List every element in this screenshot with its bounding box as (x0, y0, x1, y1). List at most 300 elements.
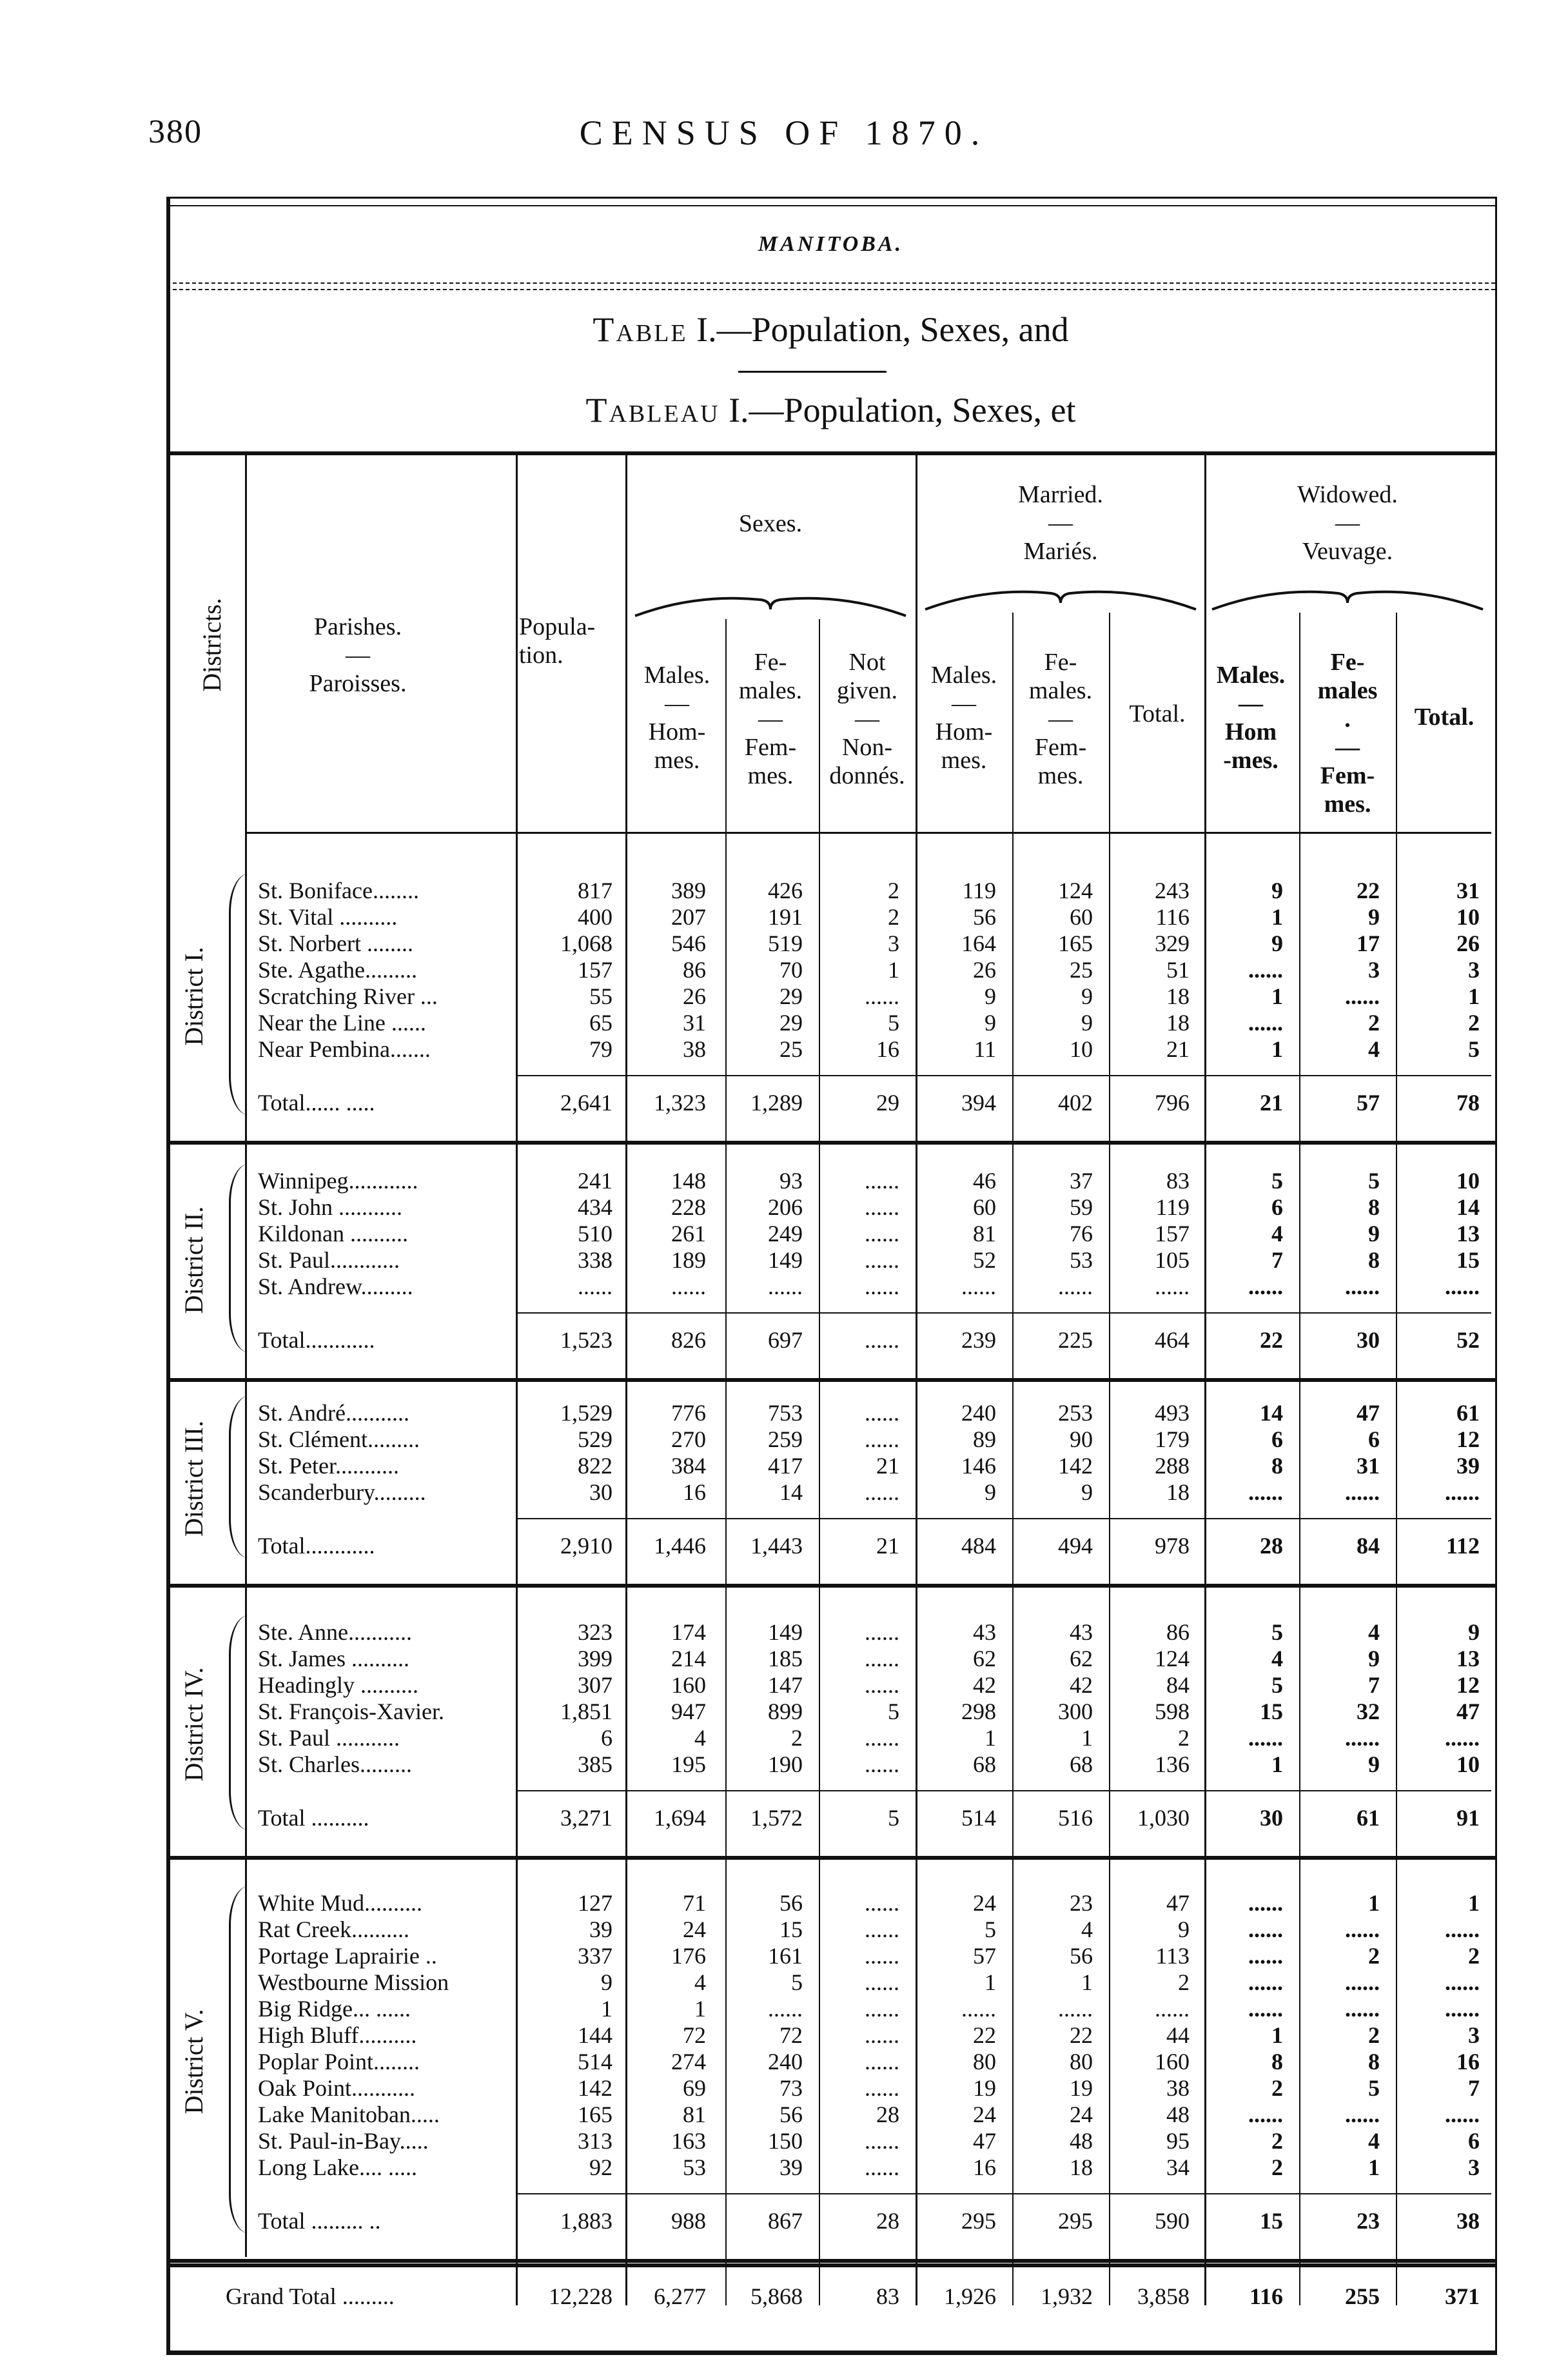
parish-name: St. Charles......... (258, 1751, 412, 1777)
table-cell: 590 (1155, 2208, 1190, 2234)
table-cell: 239 (961, 1327, 996, 1353)
header-bottom-rule (245, 832, 1491, 834)
table-cell: 18 (1070, 2154, 1093, 2180)
parish-name: High Bluff.......... (258, 2022, 417, 2048)
district-brace (229, 874, 250, 1115)
district-label: District V. (179, 2009, 208, 2114)
table-cell: 8 (1368, 1247, 1380, 1273)
total-rule (516, 1075, 1491, 1076)
table-cell: 1,529 (560, 1400, 612, 1426)
table-cell: 516 (1058, 1805, 1093, 1831)
table-cell: 124 (1155, 1646, 1190, 1671)
not-given-header-en: Not given. (837, 649, 897, 704)
table-cell: 1,851 (560, 1699, 612, 1724)
table-cell: 191 (768, 904, 803, 930)
grand-total-cell: 12,228 (549, 2283, 612, 2309)
table-cell: ...... (961, 1996, 996, 2022)
district-total-row: Total .......... (258, 1805, 369, 1831)
table-cell: 28 (876, 2102, 899, 2127)
table-cell: ...... (1345, 1725, 1380, 1751)
table-cell: 2 (1271, 2128, 1283, 2154)
married-males-header (916, 661, 1012, 774)
table-cell: 165 (578, 2102, 612, 2127)
table-cell: 988 (671, 2208, 706, 2234)
table-cell: 9 (1468, 1619, 1480, 1645)
table-cell: 300 (1058, 1699, 1093, 1724)
table-cell: 56 (1070, 1943, 1093, 1969)
table-cell: 10 (1456, 904, 1480, 930)
table-cell: 31 (1357, 1453, 1380, 1479)
table-cell: 24 (683, 1917, 706, 1942)
table-cell: 2 (1368, 1010, 1380, 1036)
table-title-numeral: I. (729, 391, 749, 429)
table-cell: 38 (683, 1036, 706, 1062)
parish-name: St. Vital .......... (258, 904, 398, 930)
header-rule (166, 451, 1495, 455)
table-cell: 113 (1155, 1943, 1190, 1969)
table-cell: 16 (876, 1036, 899, 1062)
widowed-total-header: Total. (1414, 704, 1475, 731)
column-rule (725, 619, 727, 2305)
not-given-header-fr: Non-donnés. (829, 734, 905, 789)
table-cell: 329 (1155, 931, 1190, 956)
table-cell: 62 (1070, 1646, 1093, 1671)
table-cell: 28 (876, 2208, 899, 2234)
district-total-row: Total ......... .. (258, 2208, 381, 2234)
table-cell: ...... (865, 2128, 899, 2154)
table-cell: 37 (1070, 1168, 1093, 1194)
table-cell: 1 (1271, 983, 1283, 1009)
females-header-fr: Fem-mes. (1034, 734, 1087, 789)
parish-name: St. Norbert ........ (258, 931, 413, 956)
table-cell: 3 (1368, 957, 1380, 983)
males-header-fr: Hom-mes. (648, 718, 706, 774)
parish-name: St. François-Xavier. (258, 1699, 444, 1724)
table-cell: 56 (779, 1890, 803, 1916)
table-cell: 18 (1166, 1479, 1190, 1505)
table-cell: 80 (973, 2049, 996, 2074)
table-cell: 26 (683, 983, 706, 1009)
table-cell: ...... (865, 1996, 899, 2022)
table-cell: 1,323 (654, 1090, 706, 1116)
females-header-en: Fe-males. (1028, 649, 1093, 704)
page-number: 380 (148, 113, 202, 150)
parish-name: Lake Manitoban..... (258, 2102, 440, 2127)
grand-total-cell: 5,868 (750, 2283, 803, 2309)
table-cell: ...... (1058, 1996, 1093, 2022)
table-cell: 2 (1178, 1969, 1190, 1995)
table-cell: 484 (961, 1533, 996, 1559)
header-dash: — (855, 705, 879, 733)
parish-name: Kildonan .......... (258, 1221, 408, 1247)
table-cell: 7 (1271, 1247, 1283, 1273)
table-cell: 15 (779, 1917, 803, 1942)
females-header (725, 648, 816, 790)
table-cell: ...... (1155, 1996, 1190, 2022)
table-cell: ...... (865, 1890, 899, 1916)
table-cell: 598 (1155, 1699, 1190, 1724)
table-title-text: —Population, Sexes, et (749, 391, 1076, 429)
district-separator (166, 1141, 1495, 1145)
table-cell: 338 (578, 1247, 612, 1273)
table-cell: 1 (1368, 1890, 1380, 1916)
table-cell: 9 (1081, 983, 1093, 1009)
widowed-header-en: Widowed. (1297, 481, 1398, 508)
table-cell: 10 (1456, 1168, 1480, 1194)
table-cell: 546 (671, 931, 706, 956)
table-cell: 240 (768, 2049, 803, 2074)
table-cell: 1 (985, 1969, 996, 1995)
table-cell: 5 (888, 1805, 899, 1831)
table-cell: ...... (671, 1274, 706, 1299)
table-cell: 5 (1271, 1619, 1283, 1645)
table-cell: 529 (578, 1426, 612, 1452)
table-cell: 61 (1357, 1805, 1380, 1831)
table-cell: 157 (578, 957, 612, 983)
table-cell: ...... (865, 1672, 899, 1698)
table-cell: 56 (973, 904, 996, 930)
table-cell: ...... (865, 1274, 899, 1299)
table-cell: 899 (768, 1699, 803, 1724)
table-cell: 253 (1058, 1400, 1093, 1426)
table-cell: 228 (671, 1194, 706, 1220)
table-cell: 21 (876, 1533, 899, 1559)
table-cell: 47 (973, 2128, 996, 2154)
table-cell: 2 (888, 878, 899, 903)
parishes-header-fr: Paroisses. (309, 670, 407, 697)
table-cell: 2,641 (560, 1090, 612, 1116)
table-cell: 313 (578, 2128, 612, 2154)
table-cell: ...... (865, 1751, 899, 1777)
header-dash: — (952, 690, 976, 717)
table-cell: 6 (601, 1725, 612, 1751)
table-cell: 105 (1155, 1247, 1190, 1273)
table-cell: 34 (1166, 2154, 1190, 2180)
table-cell: 307 (578, 1672, 612, 1698)
table-cell: 4 (1368, 1619, 1380, 1645)
table-cell: ...... (865, 1619, 899, 1645)
dashed-rule (166, 282, 1495, 284)
table-cell: ...... (1248, 2102, 1283, 2127)
not-given-header (819, 648, 916, 790)
table-cell: 15 (1456, 1247, 1480, 1273)
table-cell: 5 (888, 1010, 899, 1036)
table-cell: ...... (1445, 1996, 1480, 2022)
table-cell: 10 (1070, 1036, 1093, 1062)
table-cell: 400 (578, 904, 612, 930)
table-cell: 417 (768, 1453, 803, 1479)
table-cell: 1 (601, 1996, 612, 2022)
table-cell: 4 (1368, 1036, 1380, 1062)
table-cell: 6 (1271, 1194, 1283, 1220)
table-cell: 21 (1166, 1036, 1190, 1062)
table-cell: 39 (1456, 1453, 1480, 1479)
table-cell: 6 (1468, 2128, 1480, 2154)
table-cell: 1,030 (1137, 1805, 1190, 1831)
table-cell: 2,910 (560, 1533, 612, 1559)
parish-name: St. Peter........... (258, 1453, 400, 1479)
table-cell: 5 (985, 1917, 996, 1942)
table-cell: 127 (578, 1890, 612, 1916)
table-cell: ...... (865, 1943, 899, 1969)
table-cell: 1 (1271, 1751, 1283, 1777)
table-cell: 165 (1058, 931, 1093, 956)
table-cell: ...... (961, 1274, 996, 1299)
column-rule (1109, 613, 1110, 2305)
table-cell: 5 (1271, 1168, 1283, 1194)
table-cell: 9 (1368, 904, 1380, 930)
table-cell: 136 (1155, 1751, 1190, 1777)
table-cell: 241 (578, 1168, 612, 1194)
table-cell: ...... (1445, 2102, 1480, 2127)
parish-name: St. Clément......... (258, 1426, 420, 1452)
table-cell: 16 (683, 1479, 706, 1505)
table-cell: 22 (973, 2022, 996, 2048)
table-cell: ...... (865, 1168, 899, 1194)
table-cell: 68 (973, 1751, 996, 1777)
table-cell: ...... (865, 1221, 899, 1247)
table-cell: ...... (1345, 2102, 1380, 2127)
table-cell: 174 (671, 1619, 706, 1645)
males-header (629, 661, 725, 774)
table-cell: ...... (1248, 957, 1283, 983)
parish-name: St. Paul-in-Bay..... (258, 2128, 429, 2154)
parish-name: Scratching River ... (258, 983, 438, 1009)
table-cell: 3 (1468, 2022, 1480, 2048)
table-cell: 1,446 (654, 1533, 706, 1559)
header-dash: — (1048, 509, 1073, 537)
grand-total-cell: 371 (1445, 2283, 1480, 2309)
table-cell: 9 (1368, 1646, 1380, 1671)
table-cell: ...... (865, 983, 899, 1009)
table-cell: 157 (1155, 1221, 1190, 1247)
table-cell: 14 (779, 1479, 803, 1505)
districts-header: Districts. (197, 598, 226, 692)
table-cell: 25 (779, 1036, 803, 1062)
females-header-en: Fe-males. (1317, 649, 1378, 733)
table-cell: 9 (985, 1010, 996, 1036)
table-cell: 48 (1070, 2128, 1093, 2154)
table-cell: 389 (671, 878, 706, 903)
table-cell: 14 (1260, 1400, 1283, 1426)
table-cell: 434 (578, 1194, 612, 1220)
title-rule (738, 371, 887, 373)
table-cell: 195 (671, 1751, 706, 1777)
table-cell: 5 (1271, 1672, 1283, 1698)
table-cell: 185 (768, 1646, 803, 1671)
table-cell: 295 (961, 2208, 996, 2234)
parish-name: St. Andrew......... (258, 1274, 413, 1299)
table-cell: 1 (1468, 983, 1480, 1009)
table-cell: ...... (865, 1247, 899, 1273)
table-cell: ...... (1345, 1917, 1380, 1942)
table-cell: ...... (865, 2022, 899, 2048)
table-cell: 9 (985, 1479, 996, 1505)
table-cell: 70 (779, 957, 803, 983)
table-cell: 44 (1166, 2022, 1190, 2048)
table-cell: ...... (1445, 1725, 1480, 1751)
district-brace (229, 1164, 250, 1352)
married-total-header: Total. (1129, 700, 1186, 727)
table-cell: 1 (694, 1996, 706, 2022)
grand-total-cell: 6,277 (654, 2283, 706, 2309)
table-cell: 298 (961, 1699, 996, 1724)
table-cell: 60 (1070, 904, 1093, 930)
males-header-fr: Hom-mes. (935, 718, 993, 774)
table-cell: 2 (1368, 1943, 1380, 1969)
table-cell: 4 (1271, 1221, 1283, 1247)
table-cell: 17 (1357, 931, 1380, 956)
table-cell: 697 (768, 1327, 803, 1353)
sexes-header: Sexes. (738, 510, 803, 537)
table-cell: 47 (1166, 1890, 1190, 1916)
parish-name: St. Paul ........... (258, 1725, 400, 1751)
table-cell: 47 (1456, 1699, 1480, 1724)
table-cell: 337 (578, 1943, 612, 1969)
table-cell: ...... (1248, 1969, 1283, 1995)
table-cell: 1 (1081, 1969, 1093, 1995)
table-cell: 15 (1260, 2208, 1283, 2234)
table-cell: 15 (1260, 1699, 1283, 1724)
table-title-en (166, 310, 1495, 350)
parish-name: St. Boniface........ (258, 878, 419, 903)
total-rule (516, 2193, 1491, 2194)
table-cell: 84 (1166, 1672, 1190, 1698)
married-header-en: Married. (1018, 481, 1103, 508)
table-cell: 4 (1271, 1646, 1283, 1671)
table-cell: 2 (1178, 1725, 1190, 1751)
table-cell: 206 (768, 1194, 803, 1220)
table-cell: 30 (589, 1479, 612, 1505)
header-dash: — (1335, 509, 1360, 537)
table-cell: 22 (1070, 2022, 1093, 2048)
table-cell: 124 (1058, 878, 1093, 903)
table-cell: ...... (1058, 1274, 1093, 1299)
district-label: District IV. (179, 1667, 208, 1782)
parish-name: St. Paul............ (258, 1247, 400, 1273)
table-cell: 71 (683, 1890, 706, 1916)
table-cell: 164 (961, 931, 996, 956)
table-cell: 6 (1368, 1426, 1380, 1452)
table-cell: 5 (791, 1969, 803, 1995)
table-cell: 1,694 (654, 1805, 706, 1831)
table-cell: ...... (865, 1646, 899, 1671)
table-cell: 3 (1468, 2154, 1480, 2180)
table-cell: ...... (1155, 1274, 1190, 1299)
table-cell: 79 (589, 1036, 612, 1062)
table-cell: 24 (1070, 2102, 1093, 2127)
district-brace (229, 1886, 250, 2233)
table-title-numeral: I. (696, 310, 717, 349)
table-cell: 259 (768, 1426, 803, 1452)
table-cell: 13 (1456, 1221, 1480, 1247)
table-cell: 53 (1070, 1247, 1093, 1273)
table-cell: 225 (1058, 1327, 1093, 1353)
table-title-text: —Population, Sexes, and (716, 310, 1069, 349)
table-cell: 817 (578, 878, 612, 903)
table-cell: 56 (779, 2102, 803, 2127)
table-cell: 147 (768, 1672, 803, 1698)
parish-name: Ste. Anne........... (258, 1619, 412, 1645)
table-cell: ...... (1248, 1274, 1283, 1299)
table-cell: 160 (1155, 2049, 1190, 2074)
dashed-rule (166, 289, 1495, 290)
table-cell: 514 (578, 2049, 612, 2074)
grand-total-cell: 255 (1345, 2283, 1380, 2309)
table-cell: ...... (865, 1426, 899, 1452)
table-cell: 76 (1070, 1221, 1093, 1247)
frame-top-rule-inner (166, 205, 1495, 206)
table-cell: 1 (1468, 1890, 1480, 1916)
males-header-fr: Hom-mes. (1223, 718, 1279, 774)
table-cell: 753 (768, 1400, 803, 1426)
widowed-header-fr: Veuvage. (1302, 538, 1393, 565)
table-cell: 1 (888, 957, 899, 983)
table-cell: 52 (1456, 1327, 1480, 1353)
parish-name: Near Pembina....... (258, 1036, 431, 1062)
table-cell: 8 (1271, 1453, 1283, 1479)
parish-name: Winnipeg............ (258, 1168, 418, 1194)
table-cell: 402 (1058, 1090, 1093, 1116)
table-cell: 142 (1058, 1453, 1093, 1479)
table-cell: 7 (1368, 1672, 1380, 1698)
parish-name: Rat Creek.......... (258, 1917, 409, 1942)
table-cell: 23 (1357, 2208, 1380, 2234)
table-cell: 8 (1368, 2049, 1380, 2074)
table-cell: 22 (1357, 878, 1380, 903)
table-cell: 163 (671, 2128, 706, 2154)
widowed-males-header (1202, 661, 1299, 774)
table-cell: ...... (1445, 1479, 1480, 1505)
table-cell: 8 (1271, 2049, 1283, 2074)
table-cell: 384 (671, 1453, 706, 1479)
males-header-en: Males. (643, 662, 710, 689)
table-cell: 1,523 (560, 1327, 612, 1353)
table-cell: 2 (1271, 2154, 1283, 2180)
table-cell: 80 (1070, 2049, 1093, 2074)
table-cell: 776 (671, 1400, 706, 1426)
table-cell: 1,572 (750, 1805, 803, 1831)
table-cell: 12 (1456, 1426, 1480, 1452)
parishes-header (255, 613, 461, 698)
table-cell: 1,068 (560, 931, 612, 956)
table-title-prefix: Table (593, 310, 688, 349)
table-cell: ...... (1248, 1725, 1283, 1751)
parish-name: Scanderbury......... (258, 1479, 426, 1505)
table-cell: 89 (973, 1426, 996, 1452)
table-cell: 207 (671, 904, 706, 930)
table-cell: 47 (1357, 1400, 1380, 1426)
table-cell: ...... (1248, 1996, 1283, 2022)
district-separator (166, 2259, 1495, 2263)
widowed-brace (1209, 587, 1486, 613)
table-cell: 81 (973, 1221, 996, 1247)
total-rule (516, 1312, 1491, 1314)
table-cell: 30 (1260, 1805, 1283, 1831)
table-title-prefix: Tableau (585, 391, 720, 429)
table-cell: 60 (973, 1194, 996, 1220)
table-cell: ...... (865, 1194, 899, 1220)
district-total-row: Total...... ..... (258, 1090, 375, 1116)
table-cell: 2 (1368, 2022, 1380, 2048)
column-rule (819, 619, 820, 2305)
table-cell: 161 (768, 1943, 803, 1969)
table-cell: 9 (1271, 931, 1283, 956)
table-cell: 5 (1368, 1168, 1380, 1194)
table-cell: 84 (1357, 1533, 1380, 1559)
table-cell: 9 (985, 983, 996, 1009)
table-cell: ...... (578, 1274, 612, 1299)
